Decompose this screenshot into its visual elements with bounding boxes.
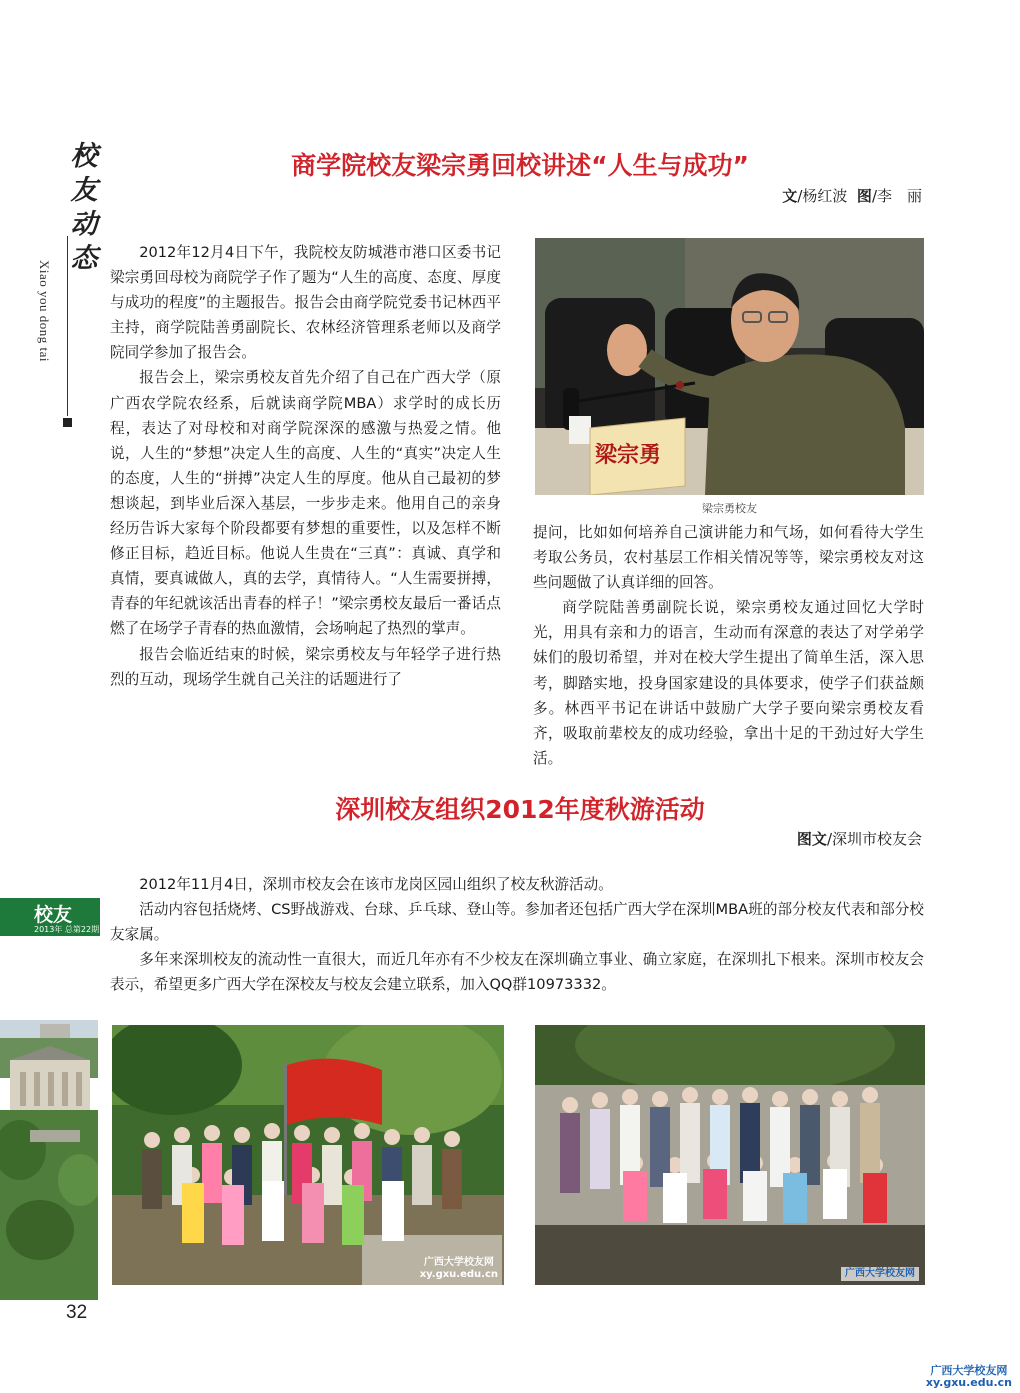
speaker-photo xyxy=(535,238,924,495)
campus-photo xyxy=(0,1010,98,1300)
article1-byline xyxy=(782,185,922,206)
margin-rule xyxy=(67,236,68,416)
group-photo-1 xyxy=(112,1025,504,1285)
magazine-badge xyxy=(0,898,100,936)
byline-label: 图文 xyxy=(796,830,827,848)
section-char: 态 xyxy=(70,243,98,274)
paragraph: 活动内容包括烧烤、CS野战游戏、台球、乒乓球、登山等。参加者还包括广西大学在深圳MBA班的部分校友代表和部分校友家属。 xyxy=(110,901,924,944)
magazine-name: 校友 xyxy=(34,904,73,926)
site-watermark: 广西大学校友网 xy.gxu.edu.cn xyxy=(925,1364,1012,1389)
byline-author: /深圳市校友会 xyxy=(826,830,922,848)
photo1-watermark: 广西大学校友网 xy.gxu.edu.cn xyxy=(419,1257,498,1280)
photo2-watermark: 广西大学校友网 xyxy=(841,1267,919,1281)
article2-body xyxy=(110,872,924,997)
page-number: 32 xyxy=(66,1302,88,1323)
article1-left-column xyxy=(110,240,501,692)
paragraph: 多年来深圳校友的流动性一直很大，而近几年亦有不少校友在深圳确立事业、确立家庭，在深圳扎下根来。深圳市校友会表示，希望更多广西大学在深校友与校友会建立联系，加入QQ群10973332。 xyxy=(110,951,924,994)
section-pinyin: Xiao you dong tai xyxy=(37,260,52,363)
magazine-issue: 2013年 总第22期 xyxy=(34,925,100,934)
article2-title: 深圳校友组织2012年度秋游活动 xyxy=(335,795,705,824)
paragraph: 2012年11月4日，深圳市校友会在该市龙岗区园山组织了校友秋游活动。 xyxy=(139,876,613,893)
byline-author: /杨红波 xyxy=(797,187,848,205)
byline-photo-label: 图 xyxy=(856,187,872,205)
paragraph: 报告会临近结束的时候，梁宗勇校友与年轻学子进行热烈的互动，现场学生就自己关注的话题进行了 xyxy=(110,645,501,688)
speaker-nameplate: 梁宗勇 xyxy=(595,442,662,468)
group-photo-2 xyxy=(535,1025,925,1285)
paragraph: 2012年12月4日下午，我院校友防城港市港口区委书记梁宗勇回母校为商院学子作了题为“人生的高度、态度、厚度与成功的程度”的主题报告。报告会由商学院党委书记林西平主持，商学院陆善勇副院长、农林经济管理系老师以及商学院同学参加了报告会。 xyxy=(110,244,501,362)
article1-title: 商学院校友梁宗勇回校讲述“人生与成功” xyxy=(291,151,749,180)
section-title-vertical xyxy=(62,140,106,276)
speaker-photo-caption: 梁宗勇校友 xyxy=(702,502,757,515)
article1-right-column xyxy=(533,520,924,771)
section-char: 校 xyxy=(70,141,98,172)
byline-text-label: 文 xyxy=(782,187,798,205)
byline-photographer: /李 丽 xyxy=(871,187,922,205)
section-char: 动 xyxy=(70,209,98,240)
margin-square xyxy=(63,418,72,427)
article2-byline xyxy=(797,828,922,849)
paragraph: 报告会上，梁宗勇校友首先介绍了自己在广西大学（原广西农学院农经系，后就读商学院MBA）求学时的成长历程，表达了对母校和对商学院深深的感激与热爱之情。他说，人生的“梦想”决定人生的高度、人生的“真实”决定人生的态度，人生的“拼搏”决定人生的厚度。他从自己最初的梦想谈起，到毕业后深入基层，一步步走来。他用自己的亲身经历告诉大家每个阶段都要有梦想的重要性，以及怎样不断修正目标，趋近目标。他说人生贵在“三真”：真诚、真学和真情，要真诚做人，真的去学，真情待人。“人生需要拼搏，青春的年纪就该活出青春的样子！”梁宗勇校友最后一番话点燃了在场学子青春的热血激情，会场响起了热烈的掌声。 xyxy=(110,369,501,638)
paragraph: 提问，比如如何培养自己演讲能力和气场，如何看待大学生考取公务员，农村基层工作相关情况等等，梁宗勇校友对这些问题做了认真详细的回答。 xyxy=(533,524,924,592)
section-char: 友 xyxy=(70,175,98,206)
paragraph: 商学院陆善勇副院长说，梁宗勇校友通过回忆大学时光，用具有亲和力的语言，生动而有深意的表达了对学弟学妹们的殷切希望，并对在校大学生提出了简单生活，深入思考，脚踏实地，投身国家建设的具体要求，使学子们获益颇多。林西平书记在讲话中鼓励广大学子要向梁宗勇校友看齐，吸取前辈校友的成功经验，拿出十足的干劲过好大学生活。 xyxy=(533,599,924,767)
